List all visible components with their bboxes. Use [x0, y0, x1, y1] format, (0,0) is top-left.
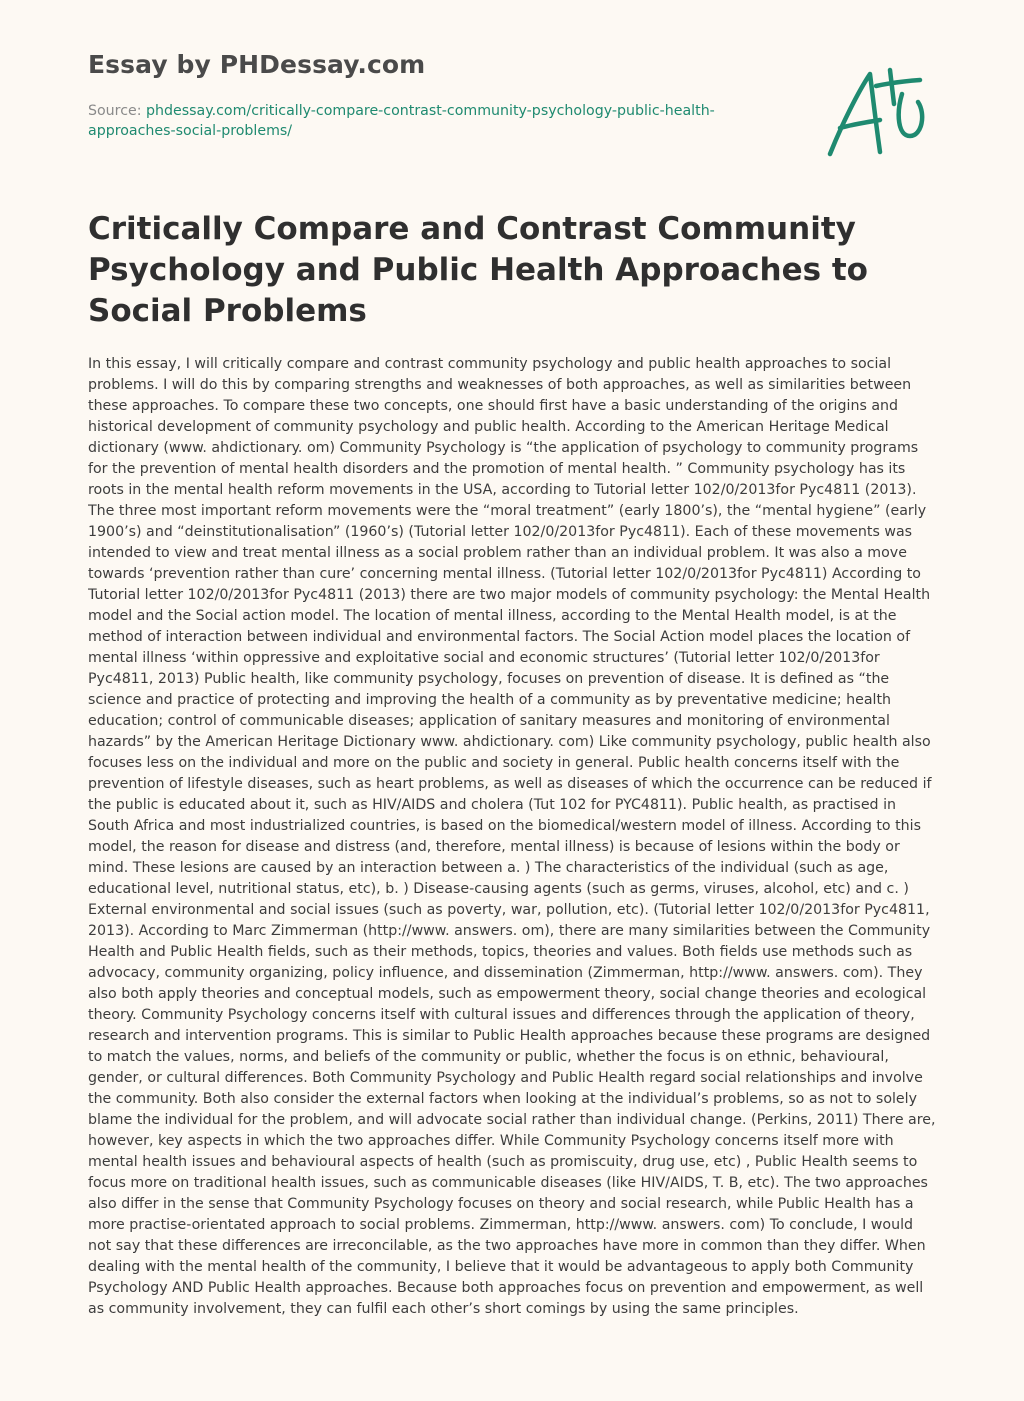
source-label: Source:: [88, 103, 147, 119]
essay-title: Critically Compare and Contrast Community Psychology and Public Health Approaches to Social Problems: [88, 211, 868, 329]
source-link[interactable]: phdessay.com/critically-compare-contrast-community-psychology-public-health-approaches-social-problems/: [88, 103, 715, 139]
a-plus-logo: [820, 62, 932, 162]
source-line: [88, 101, 788, 141]
essay-body: In this essay, I will critically compare and contrast community psychology and public health approaches to social problems. I will do this by comparing strengths and weaknesses of both approaches, as well as similarities between these approaches. To compare these two concepts, one should first have a basic understanding of the origins and historical development of community psychology and public health. According to the American Heritage Medical dictionary (www. ahdictionary. om) Community Psychology is “the application of psychology to community programs for the prevention of mental health disorders and the promotion of mental health. ” Community psychology has its roots in the mental health reform movements in the USA, according to Tutorial letter 102/0/2013for Pyc4811 (2013). The three most important reform movements were the “moral treatment” (early 1800’s), the “mental hygiene” (early 1900’s) and “deinstitutionalisation” (1960’s) (Tutorial letter 102/0/2013for Pyc4811). Each of these movements was intended to view and treat mental illness as a social problem rather than an individual problem. It was also a move towards ‘prevention rather than cure’ concerning mental illness. (Tutorial letter 102/0/2013for Pyc4811) According to Tutorial letter 102/0/2013for Pyc4811 (2013) there are two major models of community psychology: the Mental Health model and the Social action model. The location of mental illness, according to the Mental Health model, is at the method of interaction between individual and environmental factors. The Social Action model places the location of mental illness ‘within oppressive and exploitative social and economic structures’ (Tutorial letter 102/0/2013for Pyc4811, 2013) Public health, like community psychology, focuses on prevention of disease. It is defined as “the science and practice of protecting and improving the health of a community as by preventative medicine; health education; control of communicable diseases; application of sanitary measures and monitoring of environmental hazards” by the American Heritage Dictionary www. ahdictionary. com) Like community psychology, public health also focuses less on the individual and more on the public and society in general. Public health concerns itself with the prevention of lifestyle diseases, such as heart problems, as well as diseases of which the occurrence can be reduced if the public is educated about it, such as HIV/AIDS and cholera (Tut 102 for PYC4811). Public health, as practised in South Africa and most industrialized countries, is based on the biomedical/western model of illness. According to this model, the reason for disease and distress (and, therefore, mental illness) is because of lesions within the body or mind. These lesions are caused by an interaction between a. ) The characteristics of the individual (such as age, educational level, nutritional status, etc), b. ) Disease-causing agents (such as germs, viruses, alcohol, etc) and c. ) External environmental and social issues (such as poverty, war, pollution, etc). (Tutorial letter 102/0/2013for Pyc4811, 2013). According to Marc Zimmerman (http://www. answers. om), there are many similarities between the Community Health and Public Health fields, such as their methods, topics, theories and values. Both fields use methods such as advocacy, community organizing, policy influence, and dissemination (Zimmerman, http://www. answers. com). They also both apply theories and conceptual models, such as empowerment theory, social change theories and ecological theory. Community Psychology concerns itself with cultural issues and differences through the application of theory, research and intervention programs. This is similar to Public Health approaches because these programs are designed to match the values, norms, and beliefs of the community or public, whether the focus is on ethnic, behavioural, gender, or cultural differences. Both Community Psychology and Public Health regard social relationships and involve the community. Both also consider the external factors when looking at the individual’s problems, so as not to solely blame the individual for the problem, and will advocate social rather than individual change. (Perkins, 2011) There are, however, key aspects in which the two approaches differ. While Community Psychology concerns itself more with mental health issues and behavioural aspects of health (such as promiscuity, drug use, etc) , Public Health seems to focus more on traditional health issues, such as communicable diseases (like HIV/AIDS, T. B, etc). The two approaches also differ in the sense that Community Psychology focuses on theory and social research, while Public Health has a more practise-orientated approach to social problems. Zimmerman, http://www. answers. com) To conclude, I would not say that these differences are irreconcilable, as the two approaches have more in common than they differ. When dealing with the mental health of the community, I believe that it would be advantageous to apply both Community Psychology AND Public Health approaches. Because both approaches focus on prevention and empowerment, as well as community involvement, they can fulfil each other’s short comings by using the same principles.: [88, 356, 936, 1317]
site-brand: Essay by PHDessay.com: [88, 50, 426, 79]
a-plus-logo-icon: [820, 62, 932, 162]
